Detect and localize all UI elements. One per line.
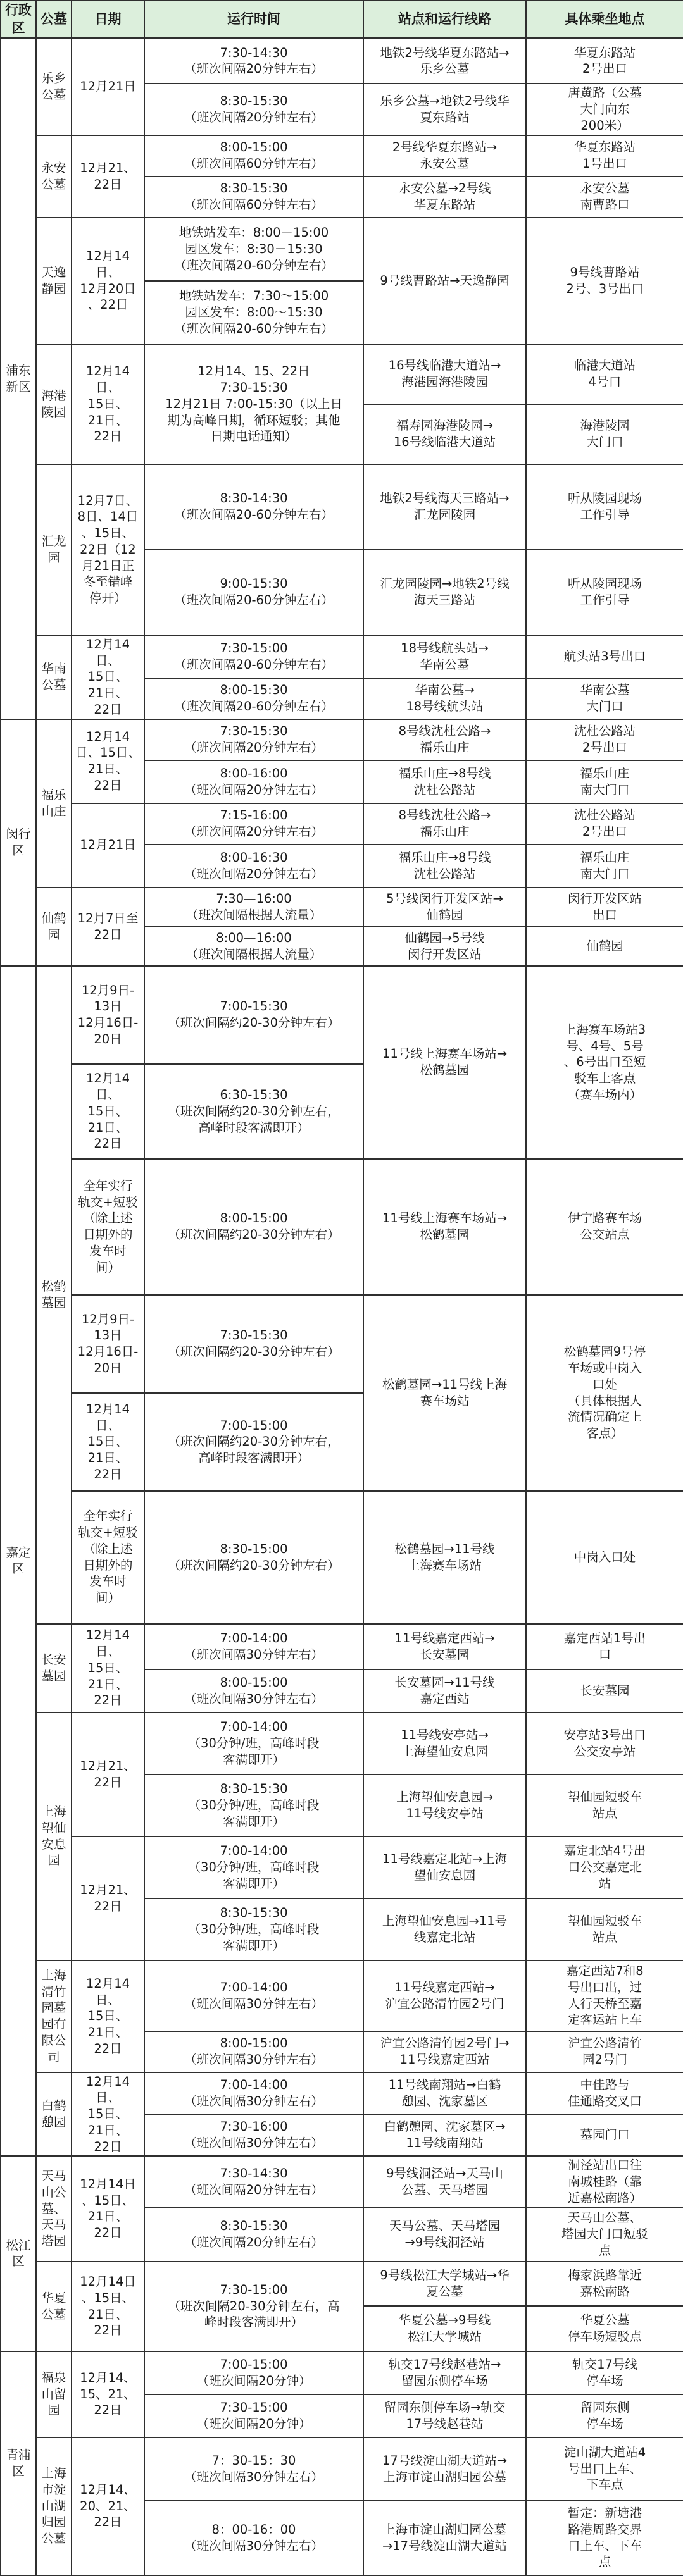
table-row	[1, 2437, 683, 2501]
cemetery-cell: 华夏 公墓	[36, 2262, 72, 2351]
pickup-cell: 望仙园短驳车 站点	[526, 1898, 683, 1960]
pickup-cell: 沪宜公路清竹 园2号门	[526, 2031, 683, 2072]
hours-cell: 8:00-15:00 （班次间隔60分钟左右）	[144, 135, 363, 176]
hours-cell: 8:00-15:00 （班次间隔30分钟左右）	[144, 2031, 363, 2072]
cemetery-cell: 福泉 山留 园	[36, 2351, 72, 2437]
table-row	[1, 1836, 683, 1898]
hours-cell: 7:15-16:00 （班次间隔20分钟左右）	[144, 803, 363, 845]
date-cell: 12月21日	[72, 38, 144, 135]
pickup-cell: 中佳路与 佳通路交叉口	[526, 2072, 683, 2114]
cemetery-cell: 天马 山公 墓、 天马 塔园	[36, 2156, 72, 2261]
date-cell: 12月14 日、 15日、 21日、 22日	[72, 1393, 144, 1491]
hours-cell: 7:30-15:00 （班次间隔20分钟）	[144, 2394, 363, 2437]
pickup-cell: 唐黄路（公墓 大门向东 200米）	[526, 84, 683, 135]
header-route: 站点和运行线路	[363, 1, 526, 38]
route-cell: 上海市淀山湖归园公墓 →17号线淀山湖大道站	[363, 2501, 526, 2575]
pickup-cell: 华夏公墓 停车场短驳点	[526, 2306, 683, 2351]
pickup-cell: 听从陵园现场 工作引导	[526, 464, 683, 550]
hours-cell: 9:00-15:30 （班次间隔20-60分钟左右）	[144, 550, 363, 635]
pickup-cell: 福乐山庄 南大门口	[526, 760, 683, 803]
pickup-cell: 沈杜公路站 2号出口	[526, 803, 683, 845]
date-cell: 12月21、 22日	[72, 1712, 144, 1836]
pickup-cell: 华夏东路站 2号出口	[526, 38, 683, 84]
route-cell: 18号线航头站→ 华南公墓	[363, 635, 526, 678]
header-row	[1, 1, 683, 38]
hours-cell: 8：00-16：00 （班次间隔30分钟左右）	[144, 2501, 363, 2575]
district-cell: 青浦区	[1, 2351, 36, 2575]
date-cell: 12月9日- 13日 12月16日- 20日	[72, 1295, 144, 1393]
route-cell: 11号线南翔站→白鹤 憩园、沈家墓区	[363, 2072, 526, 2114]
cemetery-cell: 海港 陵园	[36, 344, 72, 464]
date-cell: 12月21、 22日	[72, 135, 144, 218]
route-cell: 华夏公墓→9号线 松江大学城站	[363, 2306, 526, 2351]
route-cell: 白鹤憩园、沈家墓区→ 11号线南翔站	[363, 2114, 526, 2156]
pickup-cell: 嘉定西站7和8 号出口出，过 人行天桥至嘉 定客运站上车	[526, 1960, 683, 2031]
hours-cell: 7:00-14:00 （30分钟/班，高峰时段 客满即开）	[144, 1836, 363, 1898]
header-cemetery: 公墓	[36, 1, 72, 38]
pickup-cell: 淀山湖大道站4 号出口上车、 下车点	[526, 2437, 683, 2501]
pickup-cell: 中岗入口处	[526, 1491, 683, 1624]
date-cell: 12月7日至 22日	[72, 888, 144, 966]
route-cell: 2号线华夏东路站→ 永安公墓	[363, 135, 526, 176]
hours-cell: 7:30-15:30 （班次间隔20分钟左右）	[144, 719, 363, 760]
pickup-cell: 伊宁路赛车场 公交站点	[526, 1159, 683, 1295]
cemetery-cell: 上海 清竹 园墓 园有 限公 司	[36, 1960, 72, 2072]
route-cell: 长安墓园→11号线 嘉定西站	[363, 1669, 526, 1712]
table-row	[1, 464, 683, 550]
route-cell: 17号线淀山湖大道站→ 上海市淀山湖归园公墓	[363, 2437, 526, 2501]
pickup-cell: 沈杜公路站 2号出口	[526, 719, 683, 760]
route-cell: 轨交17号线赵巷站→ 留园东侧停车场	[363, 2351, 526, 2394]
table-row	[1, 135, 683, 176]
cemetery-cell: 永安 公墓	[36, 135, 72, 218]
hours-cell: 7:30-14:30 （班次间隔20分钟左右）	[144, 2156, 363, 2207]
route-cell: 福寿园海港陵园→ 16号线临港大道站	[363, 404, 526, 464]
route-cell: 福乐山庄→8号线 沈杜公路站	[363, 845, 526, 888]
cemetery-cell: 白鹤 憩园	[36, 2072, 72, 2157]
pickup-cell: 华夏东路站 1号出口	[526, 135, 683, 176]
route-cell: 16号线临港大道站→ 海港园海港陵园	[363, 344, 526, 404]
pickup-cell: 安亭站3号出口 公交安亭站	[526, 1712, 683, 1774]
hours-cell: 6:30-15:30 （班次间隔约20-30分钟左右， 高峰时段客满即开）	[144, 1064, 363, 1159]
pickup-cell: 闵行开发区站 出口	[526, 888, 683, 927]
pickup-cell: 松鹤墓园9号停 车场或中岗入 口处 （具体根据人 流情况确定上 客点）	[526, 1295, 683, 1491]
date-cell: 12月9日- 13日 12月16日- 20日	[72, 966, 144, 1064]
pickup-cell: 天马山公墓、 塔园大门口短驳 点	[526, 2208, 683, 2262]
cemetery-cell: 华南 公墓	[36, 635, 72, 719]
table-row	[1, 1491, 683, 1624]
date-cell: 12月14日、 12月20日 、22日	[72, 218, 144, 344]
cemetery-cell: 乐乡 公墓	[36, 38, 72, 135]
table-row	[1, 1159, 683, 1295]
district-cell: 嘉定区	[1, 966, 36, 2157]
hours-cell: 8:00-15:00 （班次间隔30分钟左右）	[144, 1669, 363, 1712]
date-cell: 全年实行 轨交+短驳 （除上述 日期外的 发车时 间）	[72, 1159, 144, 1295]
date-cell: 12月7日、 8日、14日 、15日、 22日（12 月21日正 冬至错峰 停开）	[72, 464, 144, 635]
route-cell: 上海望仙安息园→ 11号线安亭站	[363, 1774, 526, 1836]
hours-cell: 8:30-15:30 （班次间隔20分钟左右）	[144, 2208, 363, 2262]
hours-cell: 8:30-15:30 （30分钟/班，高峰时段 客满即开）	[144, 1774, 363, 1836]
date-cell: 12月14 日、 15日、 21日、 22日	[72, 1624, 144, 1712]
district-cell: 松江区	[1, 2156, 36, 2351]
hours-cell: 8:30-15:30 （班次间隔20分钟左右）	[144, 84, 363, 135]
hours-cell: 7:00-15:30 （班次间隔约20-30分钟左右）	[144, 966, 363, 1064]
hours-cell: 8:00-16:00 （班次间隔20分钟左右）	[144, 760, 363, 803]
hours-cell: 7:00-15:00 （班次间隔20分钟）	[144, 2351, 363, 2394]
route-cell: 乐乡公墓→地铁2号线华 夏东路站	[363, 84, 526, 135]
pickup-cell: 留园东侧 停车场	[526, 2394, 683, 2437]
table-row	[1, 803, 683, 845]
cemetery-cell: 上海 市淀 山湖 归园 公墓	[36, 2437, 72, 2575]
hours-cell: 8:30-15:30 （班次间隔60分钟左右）	[144, 176, 363, 218]
route-cell: 华南公墓→ 18号线航头站	[363, 678, 526, 719]
hours-cell: 8:00—16:00 （班次间隔根据人流量）	[144, 927, 363, 966]
pickup-cell: 海港陵园 大门口	[526, 404, 683, 464]
date-cell: 全年实行 轨交+短驳 （除上述 日期外的 发车时 间）	[72, 1491, 144, 1624]
pickup-cell: 仙鹤园	[526, 927, 683, 966]
hours-cell: 地铁站发车：7:30～15:00 园区发车：8:00～15:30 （班次间隔20-60分钟左右）	[144, 281, 363, 344]
pickup-cell: 华南公墓 大门口	[526, 678, 683, 719]
route-cell: 8号线沈杜公路→ 福乐山庄	[363, 803, 526, 845]
date-cell: 12月14日、 15日、 21日、 22日	[72, 2072, 144, 2157]
route-cell: 11号线嘉定西站→ 长安墓园	[363, 1624, 526, 1669]
pickup-cell: 航头站3号出口	[526, 635, 683, 678]
hours-cell: 7:30-15:00 （班次间隔20-30分钟左右，高 峰时段客满即开）	[144, 2262, 363, 2351]
table-row	[1, 2351, 683, 2394]
table-row	[1, 966, 683, 1064]
route-cell: 9号线洞泾站→天马山 公墓、天马塔园	[363, 2156, 526, 2207]
table-row	[1, 888, 683, 927]
table-row	[1, 2072, 683, 2114]
pickup-cell: 永安公墓 南曹路口	[526, 176, 683, 218]
route-cell: 地铁2号线华夏东路站→ 乐乡公墓	[363, 38, 526, 84]
route-cell: 福乐山庄→8号线 沈杜公路站	[363, 760, 526, 803]
pickup-cell: 9号线曹路站 2号、3号出口	[526, 218, 683, 344]
table-row	[1, 1960, 683, 2031]
pickup-cell: 轨交17号线 停车场	[526, 2351, 683, 2394]
route-cell: 地铁2号线海天三路站→ 汇龙园陵园	[363, 464, 526, 550]
table-row	[1, 635, 683, 678]
route-cell: 11号线嘉定西站→ 沪宜公路清竹园2号门	[363, 1960, 526, 2031]
pickup-cell: 暂定：新塘港 路港周路交界 口上车、下车 点	[526, 2501, 683, 2575]
hours-cell: 8:30-15:00 （班次间隔约20-30分钟左右）	[144, 1491, 363, 1624]
cemetery-cell: 天逸 静园	[36, 218, 72, 344]
hours-cell: 7：30-15：30 （班次间隔30分钟左右）	[144, 2437, 363, 2501]
cemetery-cell: 松鹤 墓园	[36, 966, 72, 1624]
pickup-cell: 临港大道站 4号口	[526, 344, 683, 404]
hours-cell: 7:30-15:00 （班次间隔20-60分钟左右）	[144, 635, 363, 678]
route-cell: 沪宜公路清竹园2号门→ 11号线嘉定西站	[363, 2031, 526, 2072]
hours-cell: 8:00-16:30 （班次间隔20分钟左右）	[144, 845, 363, 888]
district-cell: 闵行区	[1, 719, 36, 966]
cemetery-cell: 仙鹤 园	[36, 888, 72, 966]
route-cell: 松鹤墓园→11号线 上海赛车场站	[363, 1491, 526, 1624]
route-cell: 11号线嘉定北站→上海 望仙安息园	[363, 1836, 526, 1898]
hours-cell: 8:00-15:30 （班次间隔20-60分钟左右）	[144, 678, 363, 719]
date-cell: 12月14、 20、21、 22日	[72, 2437, 144, 2575]
date-cell: 12月21、 22日	[72, 1836, 144, 1960]
pickup-cell: 听从陵园现场 工作引导	[526, 550, 683, 635]
route-cell: 8号线沈杜公路→ 福乐山庄	[363, 719, 526, 760]
date-cell: 12月21日	[72, 803, 144, 888]
hours-cell: 7:00-14:00 （30分钟/班，高峰时段 客满即开）	[144, 1712, 363, 1774]
header-pickup: 具体乘坐地点	[526, 1, 683, 38]
date-cell: 12月14日 、15日、 21日、 22日	[72, 2156, 144, 2261]
table-row	[1, 218, 683, 281]
hours-cell: 8:30-15:30 （30分钟/班，高峰时段 客满即开）	[144, 1898, 363, 1960]
date-cell: 12月14、 15、21、 22日	[72, 2351, 144, 2437]
table-row	[1, 2262, 683, 2306]
table-row	[1, 38, 683, 84]
hours-cell: 7:00-14:00 （班次间隔30分钟左右）	[144, 1624, 363, 1669]
cemetery-cell: 福乐 山庄	[36, 719, 72, 888]
date-cell: 12月14日 、15日、 21日、 22日	[72, 2262, 144, 2351]
route-cell: 汇龙园陵园→地铁2号线 海天三路站	[363, 550, 526, 635]
district-cell: 浦东新区	[1, 38, 36, 719]
date-cell: 12月14 日、 15日、 21日、 22日	[72, 344, 144, 464]
date-cell: 12月14 日、 15日、 21日、 22日	[72, 1960, 144, 2072]
date-cell: 12月14 日、 15日、 21日、 22日	[72, 1064, 144, 1159]
header-hours: 运行时间	[144, 1, 363, 38]
pickup-cell: 长安墓园	[526, 1669, 683, 1712]
pickup-cell: 嘉定北站4号出 口公交嘉定北 站	[526, 1836, 683, 1898]
table-row	[1, 719, 683, 760]
route-cell: 5号线闵行开发区站→ 仙鹤园	[363, 888, 526, 927]
table-row	[1, 1295, 683, 1393]
table-row	[1, 1712, 683, 1774]
hours-cell: 12月14、15、22日 7:30-15:30 12月21日 7:00-15:30（以上日 期为高峰日期，循环短驳；其他 日期电话通知）	[144, 344, 363, 464]
pickup-cell: 望仙园短驳车 站点	[526, 1774, 683, 1836]
cemetery-cell: 上海 望仙 安息 园	[36, 1712, 72, 1960]
route-cell: 上海望仙安息园→11号 线嘉定北站	[363, 1898, 526, 1960]
table-row	[1, 344, 683, 404]
pickup-cell: 嘉定西站1号出 口	[526, 1624, 683, 1669]
route-cell: 11号线上海赛车场站→ 松鹤墓园	[363, 1159, 526, 1295]
hours-cell: 7:30-16:00 （班次间隔30分钟左右）	[144, 2114, 363, 2156]
cemetery-cell: 长安 墓园	[36, 1624, 72, 1712]
route-cell: 9号线松江大学城站→华 夏公墓	[363, 2262, 526, 2306]
pickup-cell: 上海赛车场站3 号、4号、5号 、6号出口至短 驳车上客点 （赛车场内）	[526, 966, 683, 1159]
header-district: 行政区	[1, 1, 36, 38]
hours-cell: 7:30-14:30 （班次间隔20分钟左右）	[144, 38, 363, 84]
route-cell: 天马公墓、天马塔园 →9号线洞泾站	[363, 2208, 526, 2262]
pickup-cell: 福乐山庄 南大门口	[526, 845, 683, 888]
hours-cell: 7:30-15:30 （班次间隔约20-30分钟左右）	[144, 1295, 363, 1393]
route-cell: 11号线上海赛车场站→ 松鹤墓园	[363, 966, 526, 1159]
route-cell: 留园东侧停车场→轨交 17号线赵巷站	[363, 2394, 526, 2437]
pickup-cell: 洞泾站出口往 南城桂路（靠 近嘉松南路）	[526, 2156, 683, 2207]
hours-cell: 8:00-15:00 （班次间隔约20-30分钟左右）	[144, 1159, 363, 1295]
pickup-cell: 梅家浜路靠近 嘉松南路	[526, 2262, 683, 2306]
hours-cell: 7:00-14:00 （班次间隔30分钟左右）	[144, 2072, 363, 2114]
table-row	[1, 1624, 683, 1669]
cemetery-cell: 汇龙 园	[36, 464, 72, 635]
route-cell: 松鹤墓园→11号线上海 赛车场站	[363, 1295, 526, 1491]
hours-cell: 7:00-14:00 （班次间隔30分钟左右）	[144, 1960, 363, 2031]
table-row	[1, 2156, 683, 2207]
route-cell: 11号线安亭站→ 上海望仙安息园	[363, 1712, 526, 1774]
pickup-cell: 墓园门口	[526, 2114, 683, 2156]
hours-cell: 7:00-15:00 （班次间隔约20-30分钟左右， 高峰时段客满即开）	[144, 1393, 363, 1491]
hours-cell: 7:30—16:00 （班次间隔根据人流量）	[144, 888, 363, 927]
hours-cell: 8:30-14:30 （班次间隔20-60分钟左右）	[144, 464, 363, 550]
date-cell: 12月14 日、15日、 21日、 22日	[72, 719, 144, 803]
header-date: 日期	[72, 1, 144, 38]
route-cell: 仙鹤园→5号线 闵行开发区站	[363, 927, 526, 966]
date-cell: 12月14 日、 15日、 21日、 22日	[72, 635, 144, 719]
route-cell: 9号线曹路站→天逸静园	[363, 218, 526, 344]
hours-cell: 地铁站发车：8:00－15:00 园区发车：8:30－15:30 （班次间隔20-60分钟左右）	[144, 218, 363, 281]
route-cell: 永安公墓→2号线 华夏东路站	[363, 176, 526, 218]
